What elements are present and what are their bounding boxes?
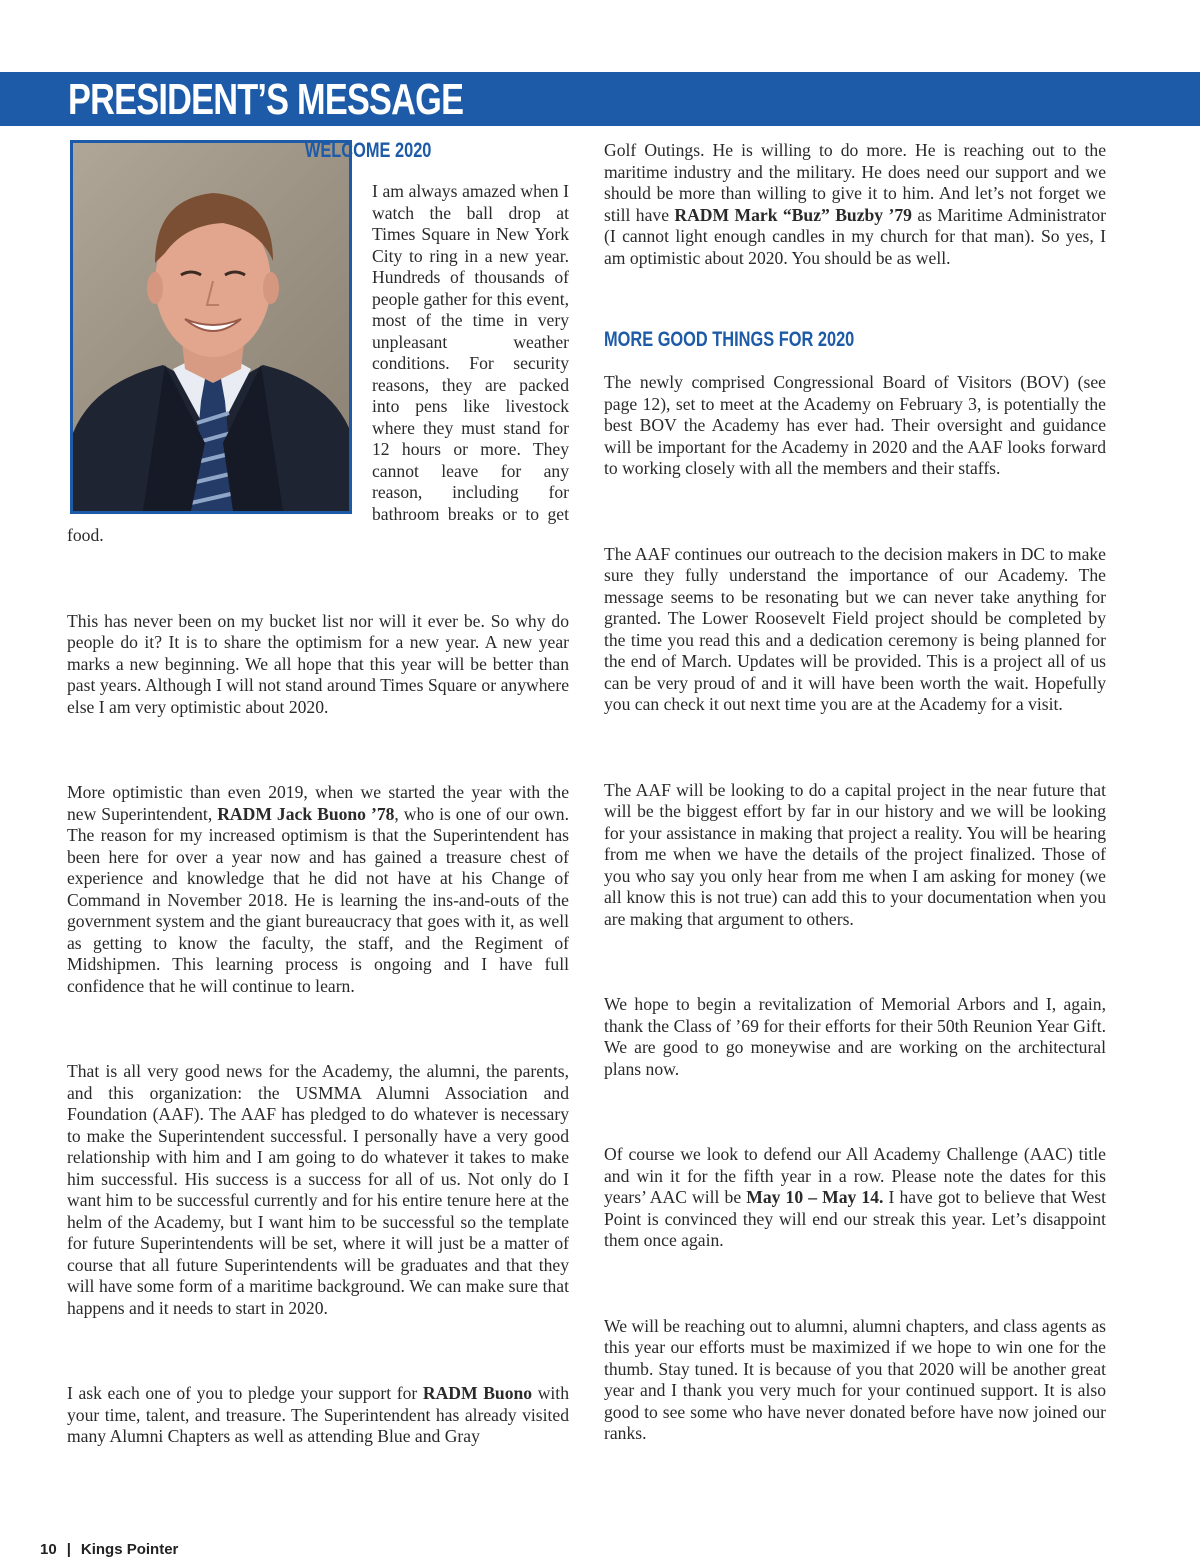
right-paragraph-1 (604, 140, 1106, 269)
publication-name: Kings Pointer (80, 1541, 179, 1558)
text-run: as Maritime Administrator (I cannot light enough candles in my church for that man). So yes, I am optimistic about 2020. You should be as well. (604, 204, 1106, 268)
president-portrait (70, 140, 352, 514)
right-column (604, 140, 1106, 1445)
text-run: I ask each one of you to pledge your support for (67, 1383, 423, 1403)
footer-separator: | (66, 1541, 71, 1558)
spacer (604, 480, 1106, 544)
page-title: PRESIDENT’S MESSAGE (68, 75, 464, 124)
right-paragraph-3: The AAF continues our outreach to the decision makers in DC to make sure they fully understand the importance of our Academy. The message seems to be resonating but we can never take anything for granted. The Lower Roosevelt Field project should be completed by the time you read this and a dedication ceremony is being planned for the end of March. Updates will be provided. This is a project all of us can be very proud of and it will have been worth the wait. Hopefully you can check it out next time you are at the Academy for a visit. (604, 543, 1106, 714)
page-number: 10 (40, 1541, 57, 1558)
right-paragraph-6 (604, 1144, 1106, 1252)
text-run: , who is one of our own. The reason for my increased optimism is that the Superintendent has been here for over a year now and has gained a treasure chest of experience and knowledge that he did not have at his Change of Command in November 2018. He is learning the ins-and-outs of the government system and the giant bureaucracy that goes with it, as well as getting to know the faculty, the staff, and the Regiment of Midshipmen. This learning process is ongoing and I have full confidence that he will continue to learn. (67, 803, 569, 996)
text-run: Of course we look to defend our All Academy Challenge (AAC) title and win it for the fifth year in a row. Please note the dates for this years’ AAC will be (604, 1144, 1106, 1207)
right-paragraph-7: We will be reaching out to alumni, alumni chapters, and class agents as this year our efforts must be maximized if we hope to win one for the thumb. Stay tuned. It is because of you that 2020 will be another great year and I thank you very much for your continued support. It is also good to see some who have never donated before have now joined our ranks. (604, 1315, 1106, 1443)
bold-name: RADM Buono (422, 1383, 533, 1403)
spacer (604, 1252, 1106, 1316)
left-paragraph-5 (67, 1383, 569, 1448)
welcome-heading: WELCOME 2020 (304, 139, 432, 162)
spacer (604, 716, 1106, 780)
header-banner (0, 72, 1200, 126)
bold-name: RADM Jack Buono ’78 (217, 803, 395, 824)
left-column (67, 140, 569, 1448)
text-run: I have got to believe that West Point is convinced they will end our streak this year. Let’s disappoint them once again. (604, 1187, 1106, 1250)
portrait-illustration (73, 143, 349, 511)
right-paragraph-2: The newly comprised Congressional Board of Visitors (BOV) (see page 12), set to meet at the Academy on February 3, is potentially the best BOV the Academy has ever had. Their oversight and guidance will be important for the Academy in 2020 and the AAF looks forward to working closely with all the members and their staffs. (604, 372, 1106, 478)
page-footer (40, 1541, 178, 1558)
text-run: with your time, talent, and treasure. The Superintendent has already visited many Alumni Chapters as well as attending Blue and Gray (67, 1383, 569, 1446)
text-run: Golf Outings. He is willing to do more. He is reaching out to the maritime industry and the military. He does need our support and we should be more than willing to give it to him. And let’s not forget we still have (604, 140, 1106, 225)
left-paragraph-4: That is all very good news for the Academy, the alumni, the parents, and this organization: the USMMA Alumni Association and Foundation (AAF). The AAF has pledged to do whatever is necessary to make the Superintendent successful. I personally have a very good relationship with him and I am going to do whatever it takes to make him successful. His success is a success for all of us. Not only do I want him to be successful currently and for his entire tenure here at the helm of the Academy, but I want him to be successful so the template for future Superintendents will be set, where it will just be a matter of course that all future Superintendents will be graduates and that they will have some form of a maritime background. We can make sure that happens and it needs to start in 2020. (67, 1061, 569, 1318)
right-paragraph-5: We hope to begin a revitalization of Memorial Arbors and I, again, thank the Class of ’69 for their efforts for their 50th Reunion Year Gift. We are good to go moneywise and are working on the architectural plans now. (604, 994, 1106, 1079)
right-paragraph-4: The AAF will be looking to do a capital project in the near future that will be the biggest effort by far in our history and we will be looking for your assistance in making that project a reality. You will be hearing from me when we have the details of the project finalized. Those of you who say you only hear from me when I am asking for money (we all know this is not true) can add this to your documentation when you are making that argument to others. (604, 779, 1106, 929)
left-paragraph-3 (67, 782, 569, 997)
spacer (67, 718, 569, 782)
spacer (67, 997, 569, 1061)
left-paragraph-1: I am always amazed when I watch the ball drop at Times Square in New York City to ring in a new year. Hundreds of thousands of people gather for this event, most of the time in very unpleasant weather conditions. For security reasons, they are packed into pens like livestock where they must stand for 12 hours or more. They cannot leave for any reason, including for bathroom breaks or to get food. (67, 181, 569, 545)
more-good-things-heading: MORE GOOD THINGS FOR 2020 (604, 328, 855, 351)
spacer (67, 547, 569, 611)
spacer (604, 1080, 1106, 1144)
text-run: More optimistic than even 2019, when we started the year with the new Superintendent, (67, 782, 569, 824)
spacer (67, 1319, 569, 1383)
bold-name: RADM Mark “Buz” Buzby ’79 (674, 204, 912, 225)
spacer (604, 930, 1106, 994)
spacer (604, 269, 1106, 329)
bold-dates: May 10 – May 14. (746, 1187, 884, 1207)
left-paragraph-2: This has never been on my bucket list nor will it ever be. So why do people do it? It is to share the optimism for a new year. A new year marks a new beginning. We all hope that this year will be better than past years. Although I will not stand around Times Square or anywhere else I am very optimistic about 2020. (67, 610, 569, 717)
